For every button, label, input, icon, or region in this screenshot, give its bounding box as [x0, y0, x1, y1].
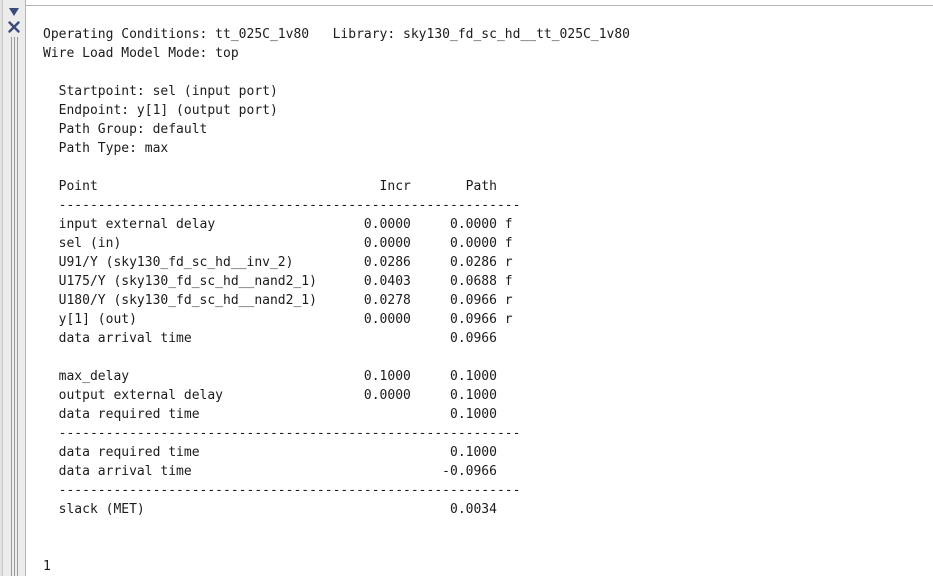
- report-line: -----------------------------------------------------------: [43, 483, 521, 498]
- left-toolbar-strip: [0, 0, 26, 576]
- report-line: Startpoint: sel (input port): [43, 84, 278, 99]
- report-line: U180/Y (sky130_fd_sc_hd__nand2_1) 0.0278 0.0966 r: [43, 293, 513, 308]
- triangle-down-icon: [7, 5, 21, 19]
- report-line: output external delay 0.0000 0.1000: [43, 388, 497, 403]
- report-line: data required time 0.1000: [43, 407, 497, 422]
- report-line: Path Group: default: [43, 122, 208, 137]
- report-line: sel (in) 0.0000 0.0000 f: [43, 236, 513, 251]
- report-line: Operating Conditions: tt_025C_1v80 Library: sky130_fd_sc_hd__tt_025C_1v80: [43, 27, 630, 42]
- report-line: -----------------------------------------------------------: [43, 426, 521, 441]
- report-line: data arrival time 0.0966: [43, 331, 497, 346]
- report-line: 1: [43, 559, 51, 574]
- close-x-icon: [7, 20, 21, 34]
- report-line: Path Type: max: [43, 141, 169, 156]
- resize-grip[interactable]: [11, 37, 18, 576]
- report-line: Endpoint: y[1] (output port): [43, 103, 278, 118]
- report-line: [43, 519, 630, 538]
- timing-report-text: [43, 25, 630, 576]
- report-line: data required time 0.1000: [43, 445, 497, 460]
- report-line: [43, 158, 630, 177]
- report-line: [43, 63, 630, 82]
- report-line: max_delay 0.1000 0.1000: [43, 369, 497, 384]
- report-line: Point Incr Path: [43, 179, 497, 194]
- strip-edge: [0, 0, 3, 576]
- report-line: [43, 538, 630, 557]
- close-button[interactable]: [7, 19, 21, 33]
- report-line: y[1] (out) 0.0000 0.0966 r: [43, 312, 513, 327]
- report-line: data arrival time -0.0966: [43, 464, 497, 479]
- report-line: U175/Y (sky130_fd_sc_hd__nand2_1) 0.0403 0.0688 f: [43, 274, 513, 289]
- report-line: U91/Y (sky130_fd_sc_hd__inv_2) 0.0286 0.0286 r: [43, 255, 513, 270]
- report-line: -----------------------------------------------------------: [43, 198, 521, 213]
- report-line: [43, 348, 630, 367]
- report-line: input external delay 0.0000 0.0000 f: [43, 217, 513, 232]
- collapse-button[interactable]: [7, 4, 21, 18]
- report-line: Wire Load Model Mode: top: [43, 46, 239, 61]
- report-line: slack (MET) 0.0034: [43, 502, 497, 517]
